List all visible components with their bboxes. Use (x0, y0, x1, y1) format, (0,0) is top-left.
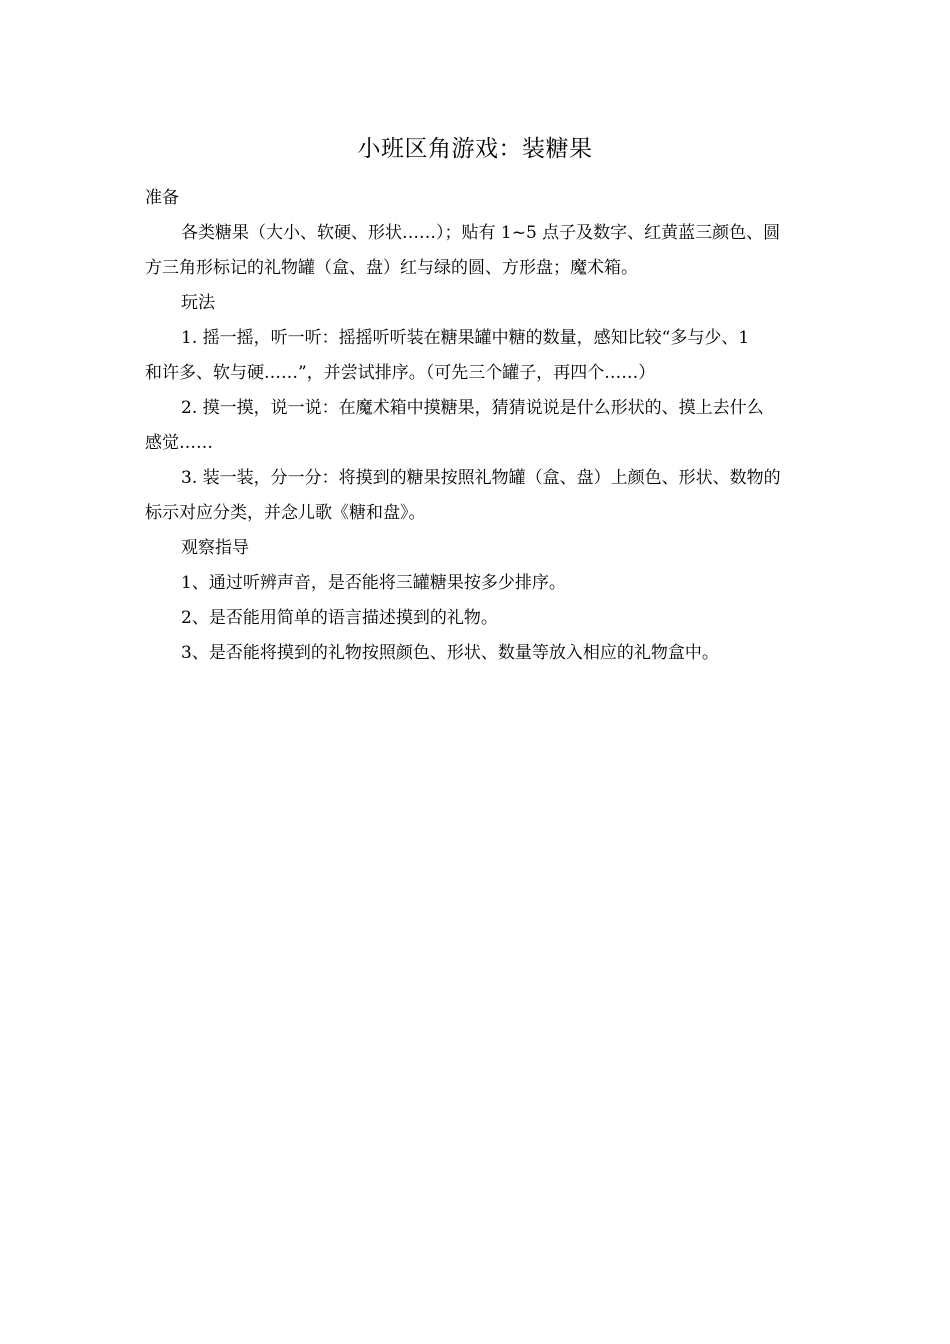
prep-paragraph-line-1: 各类糖果（大小、软硬、形状……）；贴有 1~5 点子及数字、红黄蓝三颜色、圆 (181, 223, 781, 243)
play-step-3-line-1: 3. 装一装，分一分：将摸到的糖果按照礼物罐（盒、盘）上颜色、形状、数物的 (181, 468, 781, 488)
prep-paragraph-line-2: 方三角形标记的礼物罐（盒、盘）红与绿的圆、方形盘；魔术箱。 (145, 258, 638, 278)
guide-item-1: 1、通过听辨声音，是否能将三罐糖果按多少排序。 (181, 573, 566, 593)
document-body (145, 181, 809, 671)
play-step-3-line-2: 标示对应分类，并念儿歌《糖和盘》。 (145, 503, 426, 523)
guide-item-2: 2、是否能用简单的语言描述摸到的礼物。 (181, 608, 498, 628)
page-title: 小班区角游戏：装糖果 (357, 136, 593, 162)
play-step-1-line-2: 和许多、软与硬……”，并尝试排序。（可先三个罐子，再四个……） (145, 363, 656, 383)
play-step-2-line-2: 感觉…… (145, 433, 213, 453)
play-step-1-line-1: 1. 摇一摇，听一听：摇摇听听装在糖果罐中糖的数量，感知比较“多与少、1 (181, 328, 750, 348)
section-heading-guide: 观察指导 (181, 538, 249, 558)
section-heading-play: 玩法 (181, 293, 215, 313)
guide-item-3: 3、是否能将摸到的礼物按照颜色、形状、数量等放入相应的礼物盒中。 (181, 643, 719, 663)
section-heading-prep: 准备 (145, 188, 179, 208)
play-step-2-line-1: 2. 摸一摸，说一说：在魔术箱中摸糖果，猜猜说说是什么形状的、摸上去什么 (181, 398, 764, 418)
